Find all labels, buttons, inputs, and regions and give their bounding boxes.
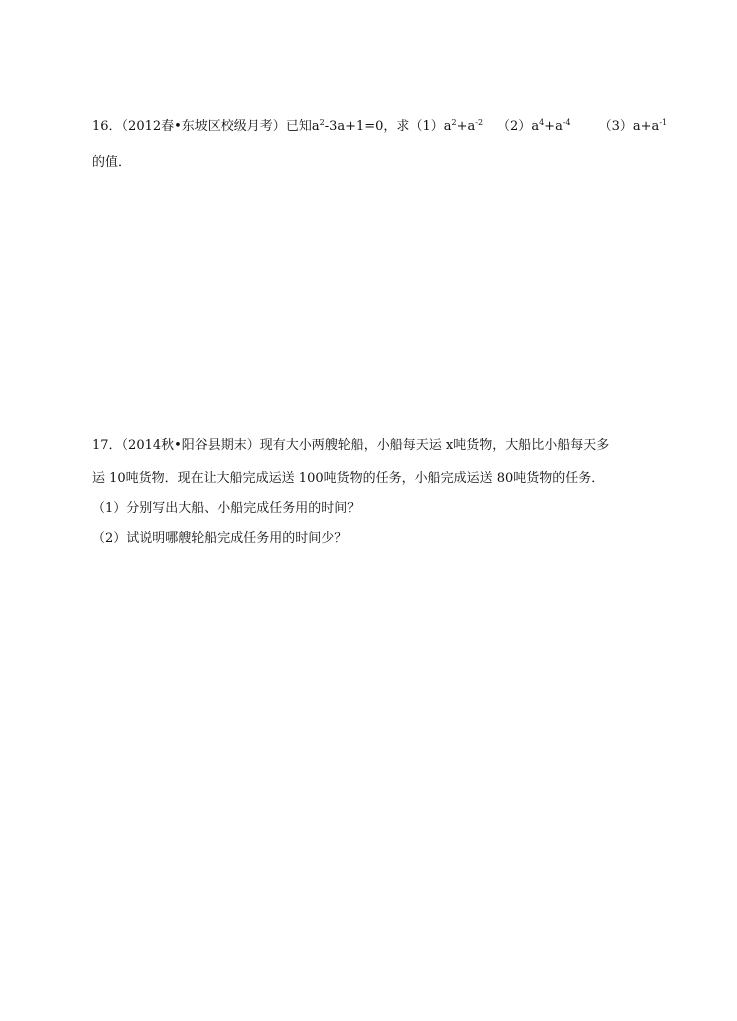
problem-16-line-2: 的值． <box>92 155 132 170</box>
part-3-label: （3） <box>598 119 633 134</box>
part-2-mid: +a <box>544 119 563 134</box>
equation-exponent: 2 <box>319 118 325 127</box>
part-2-exponent-1: 4 <box>539 118 545 127</box>
part-1-label: （1） <box>409 119 444 134</box>
equation-rest: -3a+1=0，求 <box>324 119 410 134</box>
problem-source: （2012春•东坡区校级月考） <box>121 119 286 134</box>
part-1-exponent-2: -2 <box>475 118 484 127</box>
problem-17-line-1: 17．（2014秋•阳谷县期末）现有大小两艘轮船，小船每天运 x吨货物，大船比小船每天多 <box>92 438 610 453</box>
problem-17-part-1: （1）分别写出大船、小船完成任务用的时间？ <box>92 501 361 516</box>
problem-17-line-2: 运 10吨货物．现在让大船完成运送 100吨货物的任务，小船完成运送 80吨货物的任务． <box>92 471 605 486</box>
part-2-exponent-2: -4 <box>562 118 571 127</box>
part-1-base: a <box>443 119 452 134</box>
part-2-base: a <box>531 119 540 134</box>
part-3-exponent: -1 <box>659 118 668 127</box>
equation-base: a <box>311 119 320 134</box>
part-2-label: （2） <box>497 119 532 134</box>
problem-16-line-1 <box>92 117 667 137</box>
part-1-mid: +a <box>456 119 476 134</box>
part-3-base: a+a <box>632 119 660 134</box>
part-1-exponent-1: 2 <box>451 118 457 127</box>
problem-lead: 已知 <box>285 119 312 134</box>
problem-17-part-2: （2）试说明哪艘轮船完成任务用的时间少？ <box>92 531 348 546</box>
problem-number: 16． <box>92 119 122 134</box>
